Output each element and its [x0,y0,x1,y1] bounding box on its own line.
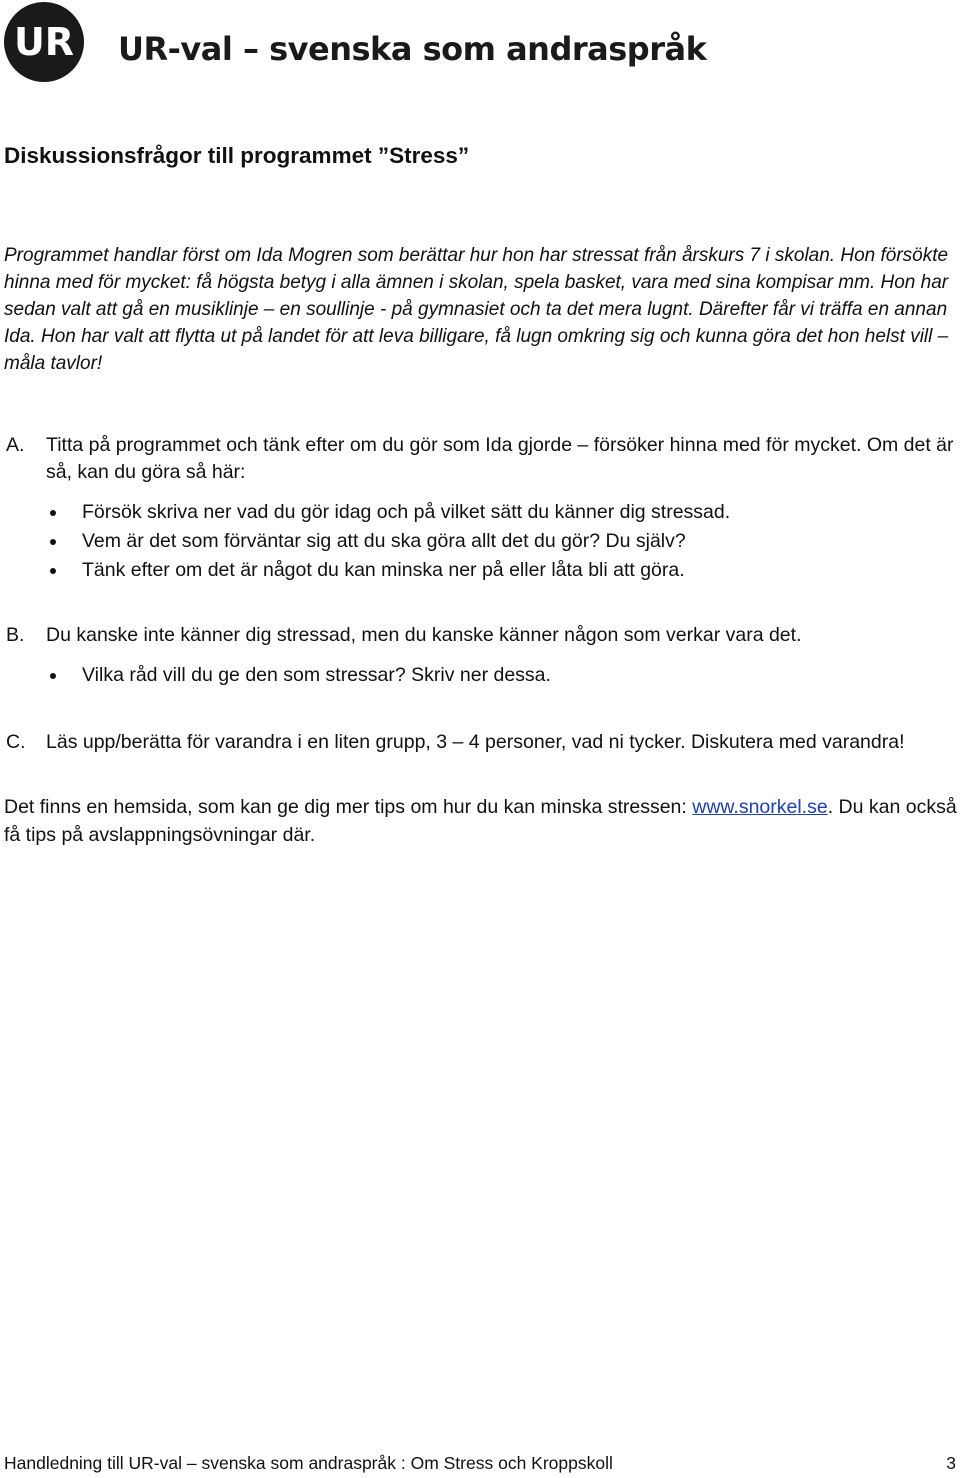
page-number: 3 [946,1453,956,1473]
bullet-icon [50,673,56,679]
bullet-text: Tänk efter om det är något du kan minska ner på eller låta bli att göra. [82,559,685,581]
closing-paragraph [4,793,958,849]
question-a [0,432,960,486]
question-a-letter: A. [6,434,25,456]
document-heading: Diskussionsfrågor till programmet ”Stress” [4,143,470,168]
question-c-letter: C. [6,731,26,753]
question-b [0,622,960,649]
list-item [0,498,960,527]
intro-paragraph: Programmet handlar först om Ida Mogren som berättar hur hon har stressat från årskurs 7 i skolan. Hon försökte hinna med för mycket: få högsta betyg i alla ämnen i skolan, spela basket, vara med sina kompisar mm. Hon har sedan valt att gå en musiklinje – en soullinje - på gymnasiet och ta det mera lugnt. Därefter får vi träffa en annan Ida. Hon har valt att flytta ut på landet för att leva billigare, få lugn omkring sig och kunna göra det hon helst vill – måla tavlor! [4,245,949,374]
bullet-icon [50,568,56,574]
question-a-text: Titta på programmet och tänk efter om du gör som Ida gjorde – försöker hinna med för mycket. Om det är så, kan du göra så här: [46,434,954,483]
question-c [0,729,960,756]
snorkel-link[interactable]: www.snorkel.se [692,796,828,818]
closing-text-before: Det finns en hemsida, som kan ge dig mer tips om hur du kan minska stressen: [4,796,693,818]
list-item [0,527,960,556]
bullet-icon [50,539,56,545]
bullet-icon [50,510,56,516]
bullet-text: Vem är det som förväntar sig att du ska göra allt det du gör? Du själv? [82,530,686,552]
list-item [0,661,960,690]
logo-text: UR [13,20,75,64]
ur-logo [4,2,84,82]
bullet-text: Vilka råd vill du ge den som stressar? Skriv ner dessa. [82,664,551,686]
question-a-bullets [0,498,960,585]
footer-text: Handledning till UR-val – svenska som andraspråk : Om Stress och Kroppskoll [4,1453,613,1473]
question-b-text: Du kanske inte känner dig stressad, men du kanske känner någon som verkar vara det. [46,624,802,646]
header-title: UR-val – svenska som andraspråk [118,30,707,68]
question-c-text: Läs upp/berätta för varandra i en liten grupp, 3 – 4 personer, vad ni tycker. Diskutera med varandra! [46,731,905,753]
bullet-text: Försök skriva ner vad du gör idag och på vilket sätt du känner dig stressad. [82,501,731,523]
question-b-bullets [0,661,960,690]
question-b-letter: B. [6,624,25,646]
list-item [0,556,960,585]
closing-text-after: . Du kan också få tips på avslappningsövningar där. [4,796,957,846]
